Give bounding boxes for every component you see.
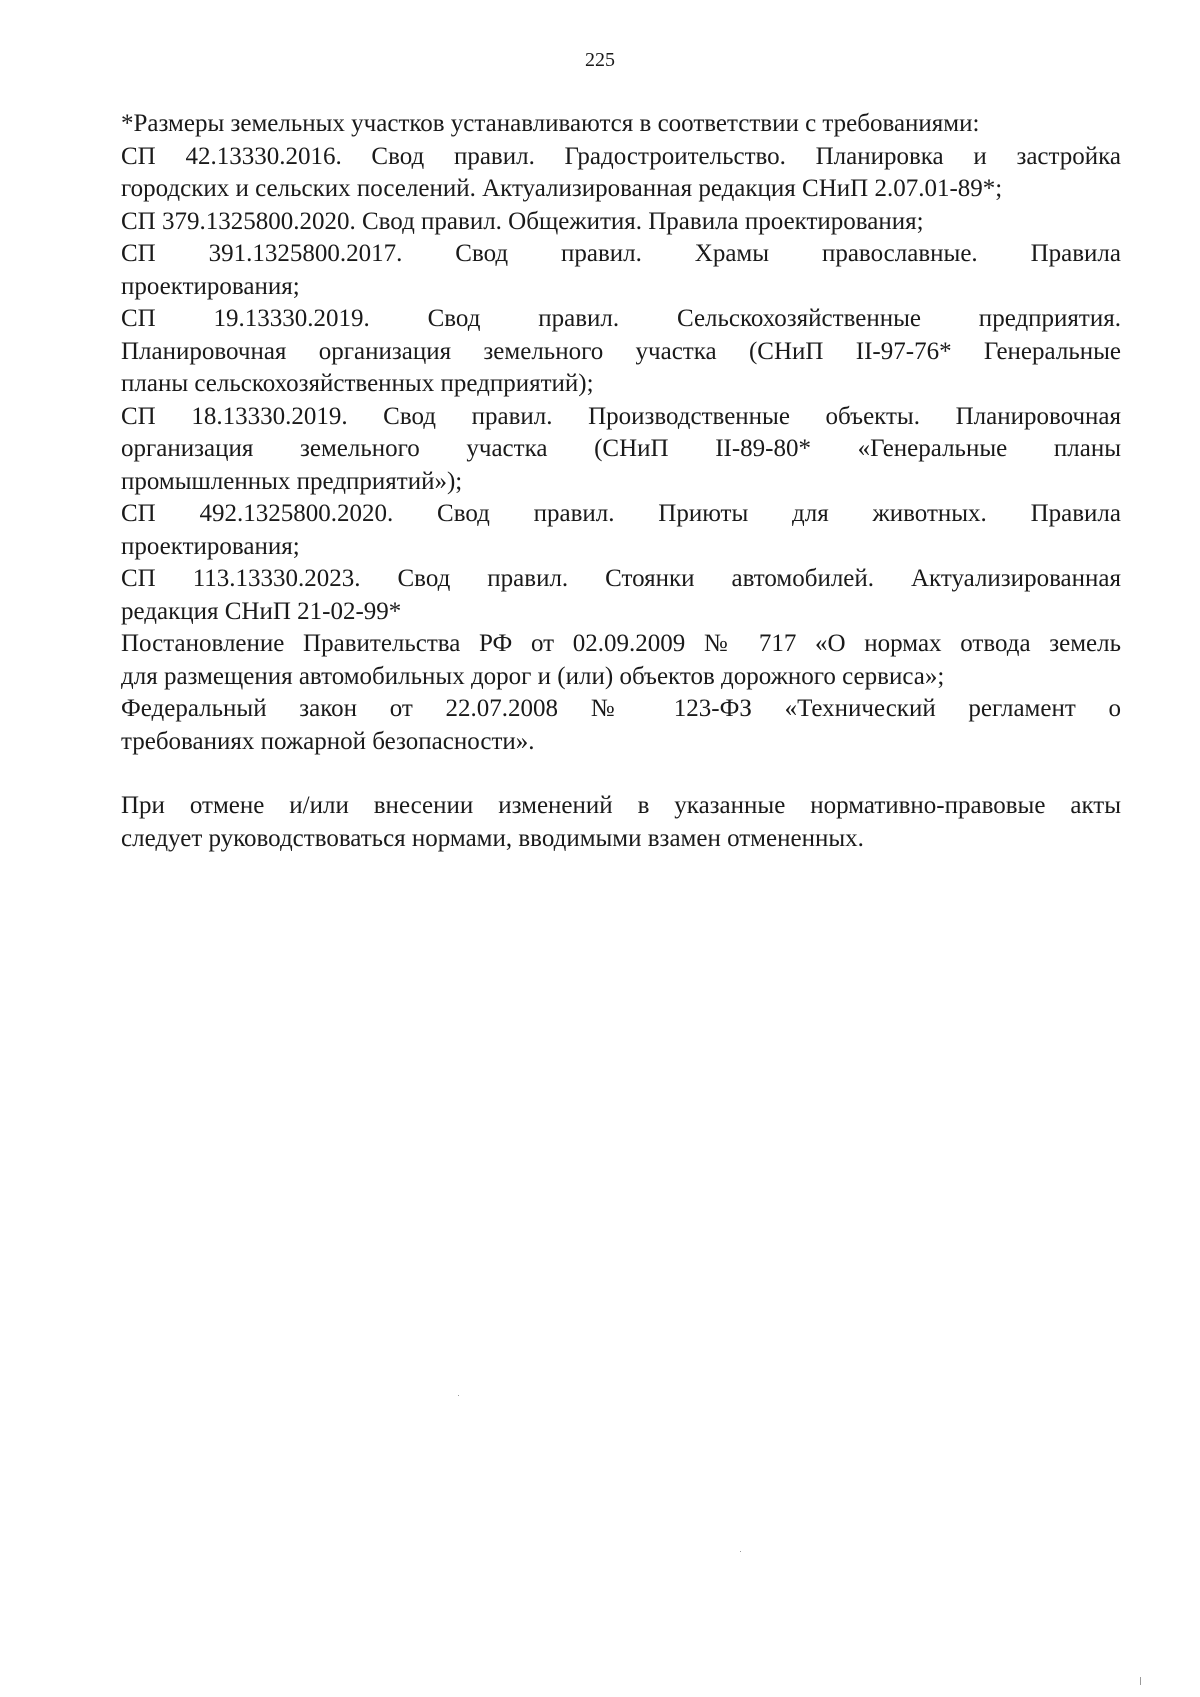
text-line: требованиях пожарной безопасности». bbox=[121, 727, 535, 755]
requirements-list bbox=[121, 108, 1121, 758]
text-line: городских и сельских поселений. Актуализированная редакция СНиП 2.07.01-89*; bbox=[121, 175, 1003, 202]
text-line: СП 19.13330.2019. Свод правил. Сельскохозяйственные предприятия. bbox=[121, 305, 1121, 332]
page-number: 225 bbox=[585, 49, 615, 71]
closing-paragraph bbox=[121, 790, 1121, 855]
text-line: СП 391.1325800.2017. Свод правил. Храмы православные. Правила bbox=[121, 240, 1121, 267]
text-line: СП 379.1325800.2020. Свод правил. Общежития. Правила проектирования; bbox=[121, 207, 924, 235]
text-line: Федеральный закон от 22.07.2008 № 123-ФЗ «Технический регламент о bbox=[121, 695, 1121, 722]
scan-speck bbox=[740, 1551, 741, 1552]
text-line: проектирования; bbox=[121, 532, 300, 560]
text-line: редакция СНиП 21-02-99* bbox=[121, 597, 402, 625]
text-line: СП 42.13330.2016. Свод правил. Градостроительство. Планировка и застройка bbox=[121, 142, 1121, 170]
text-line: СП 113.13330.2023. Свод правил. Стоянки автомобилей. Актуализированная bbox=[121, 565, 1121, 592]
text-line: промышленных предприятий»); bbox=[121, 467, 463, 495]
text-line: СП 492.1325800.2020. Свод правил. Приюты для животных. Правила bbox=[121, 500, 1121, 527]
text-line: проектирования; bbox=[121, 272, 300, 300]
text-line: Постановление Правительства РФ от 02.09.2009 № 717 «О нормах отвода земель bbox=[121, 630, 1121, 657]
text-line: планы сельскохозяйственных предприятий); bbox=[121, 370, 594, 397]
scan-speck bbox=[1140, 1677, 1141, 1685]
scan-speck bbox=[458, 1395, 459, 1396]
document-body bbox=[121, 108, 1121, 855]
text-line: При отмене и/или внесении изменений в указанные нормативно-правовые акты bbox=[121, 792, 1121, 819]
text-line: СП 18.13330.2019. Свод правил. Производственные объекты. Планировочная bbox=[121, 402, 1121, 430]
text-line: для размещения автомобильных дорог и (или) объектов дорожного сервиса»; bbox=[121, 662, 945, 690]
text-line: *Размеры земельных участков устанавливаются в соответствии с требованиями: bbox=[121, 110, 980, 137]
text-line: Планировочная организация земельного участка (СНиП II-97-76* Генеральные bbox=[121, 337, 1121, 365]
text-line: следует руководствоваться нормами, вводимыми взамен отмененных. bbox=[121, 824, 864, 852]
paragraph-gap bbox=[121, 758, 1121, 790]
text-line: организация земельного участка (СНиП II-89-80* «Генеральные планы bbox=[121, 435, 1121, 462]
